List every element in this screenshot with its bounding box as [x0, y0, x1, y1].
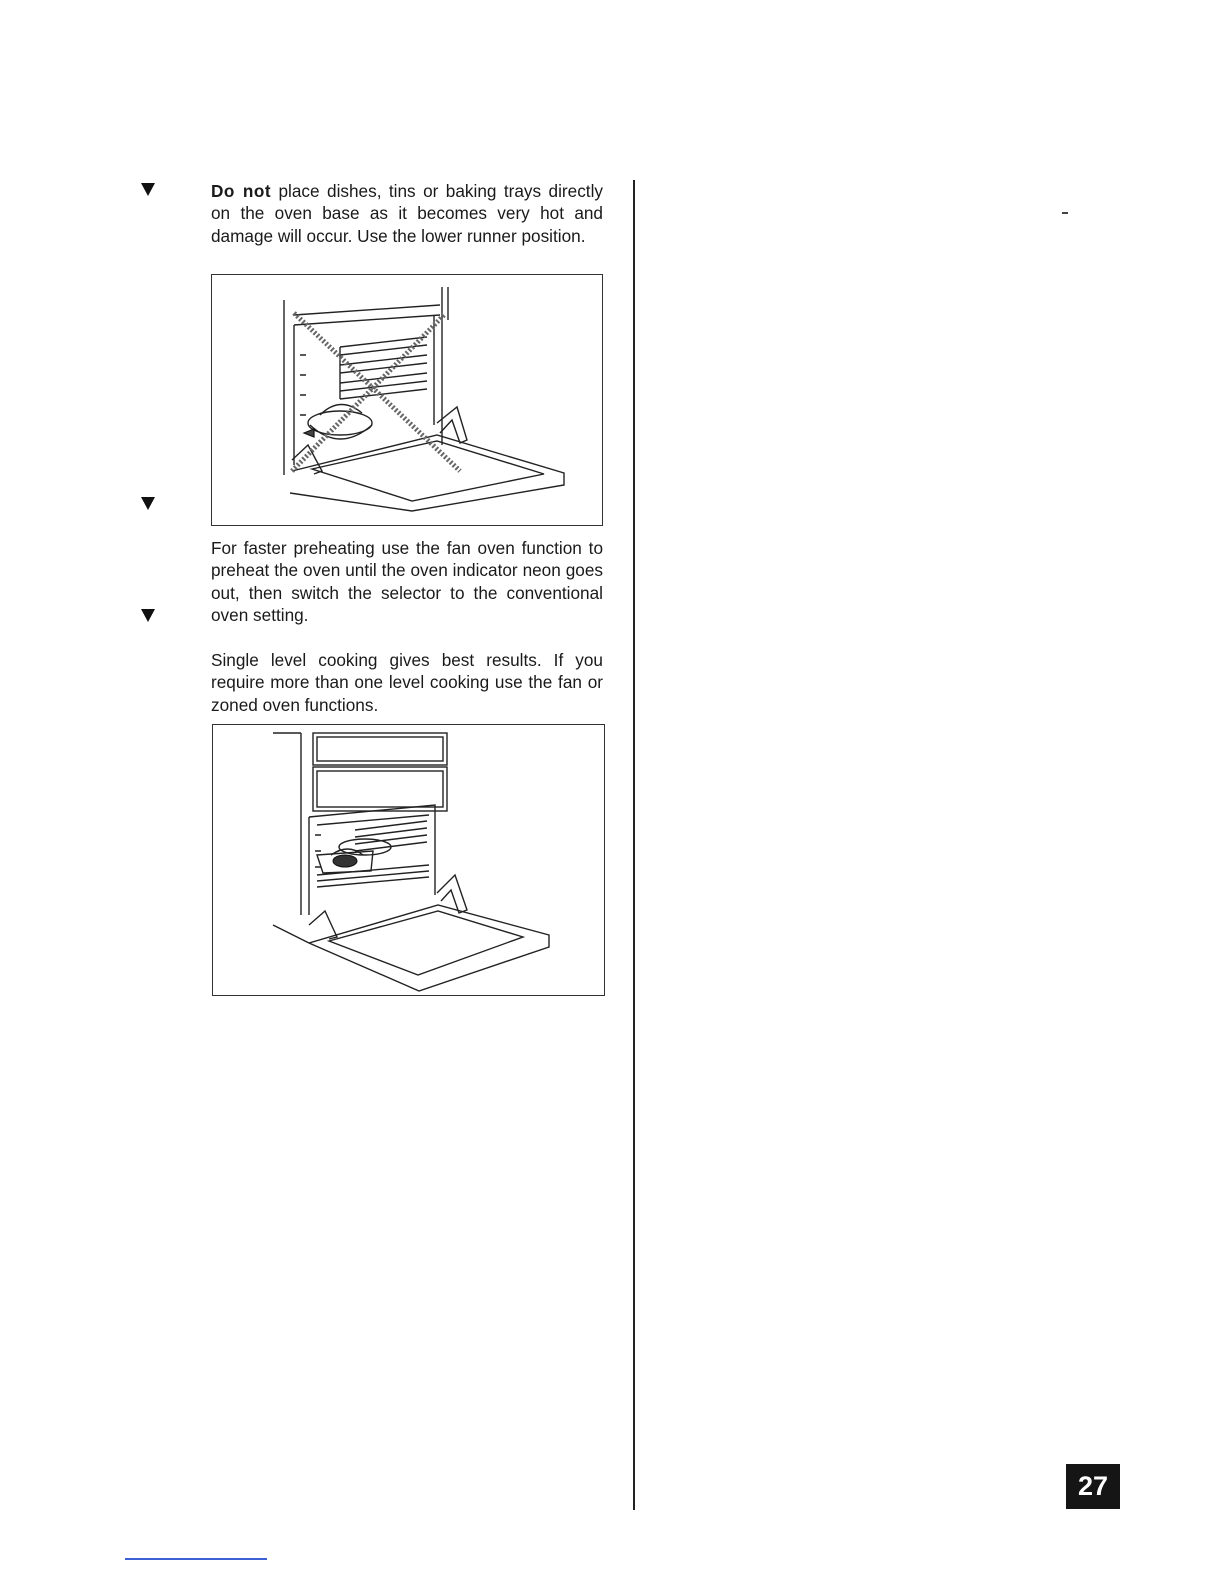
page-number: 27 [1066, 1464, 1120, 1509]
warning-text: place dishes, tins or baking trays directly on the oven base as it becomes very hot and damage will occur. Use the lower runner position. [211, 181, 603, 246]
oven-base-wrong-figure [211, 274, 603, 526]
bullet-icon [141, 609, 155, 622]
bullet-icon [141, 497, 155, 510]
warning-bold: Do not [211, 181, 272, 201]
preheat-paragraph: For faster preheating use the fan oven function to preheat the oven until the oven indicator neon goes out, then switch the selector to the conventional oven setting. [211, 538, 603, 626]
column-divider [633, 180, 635, 1510]
dash-mark [1062, 212, 1068, 214]
crossed-out-oven-icon [212, 275, 602, 525]
footer-line [125, 1558, 267, 1560]
bullet-icon [141, 183, 155, 196]
oven-with-tray-icon [213, 725, 604, 995]
single-level-paragraph: Single level cooking gives best results. If you require more than one level cooking use the fan or zoned oven functions. [211, 650, 603, 715]
warning-paragraph [211, 180, 603, 247]
oven-shelf-correct-figure [212, 724, 605, 996]
